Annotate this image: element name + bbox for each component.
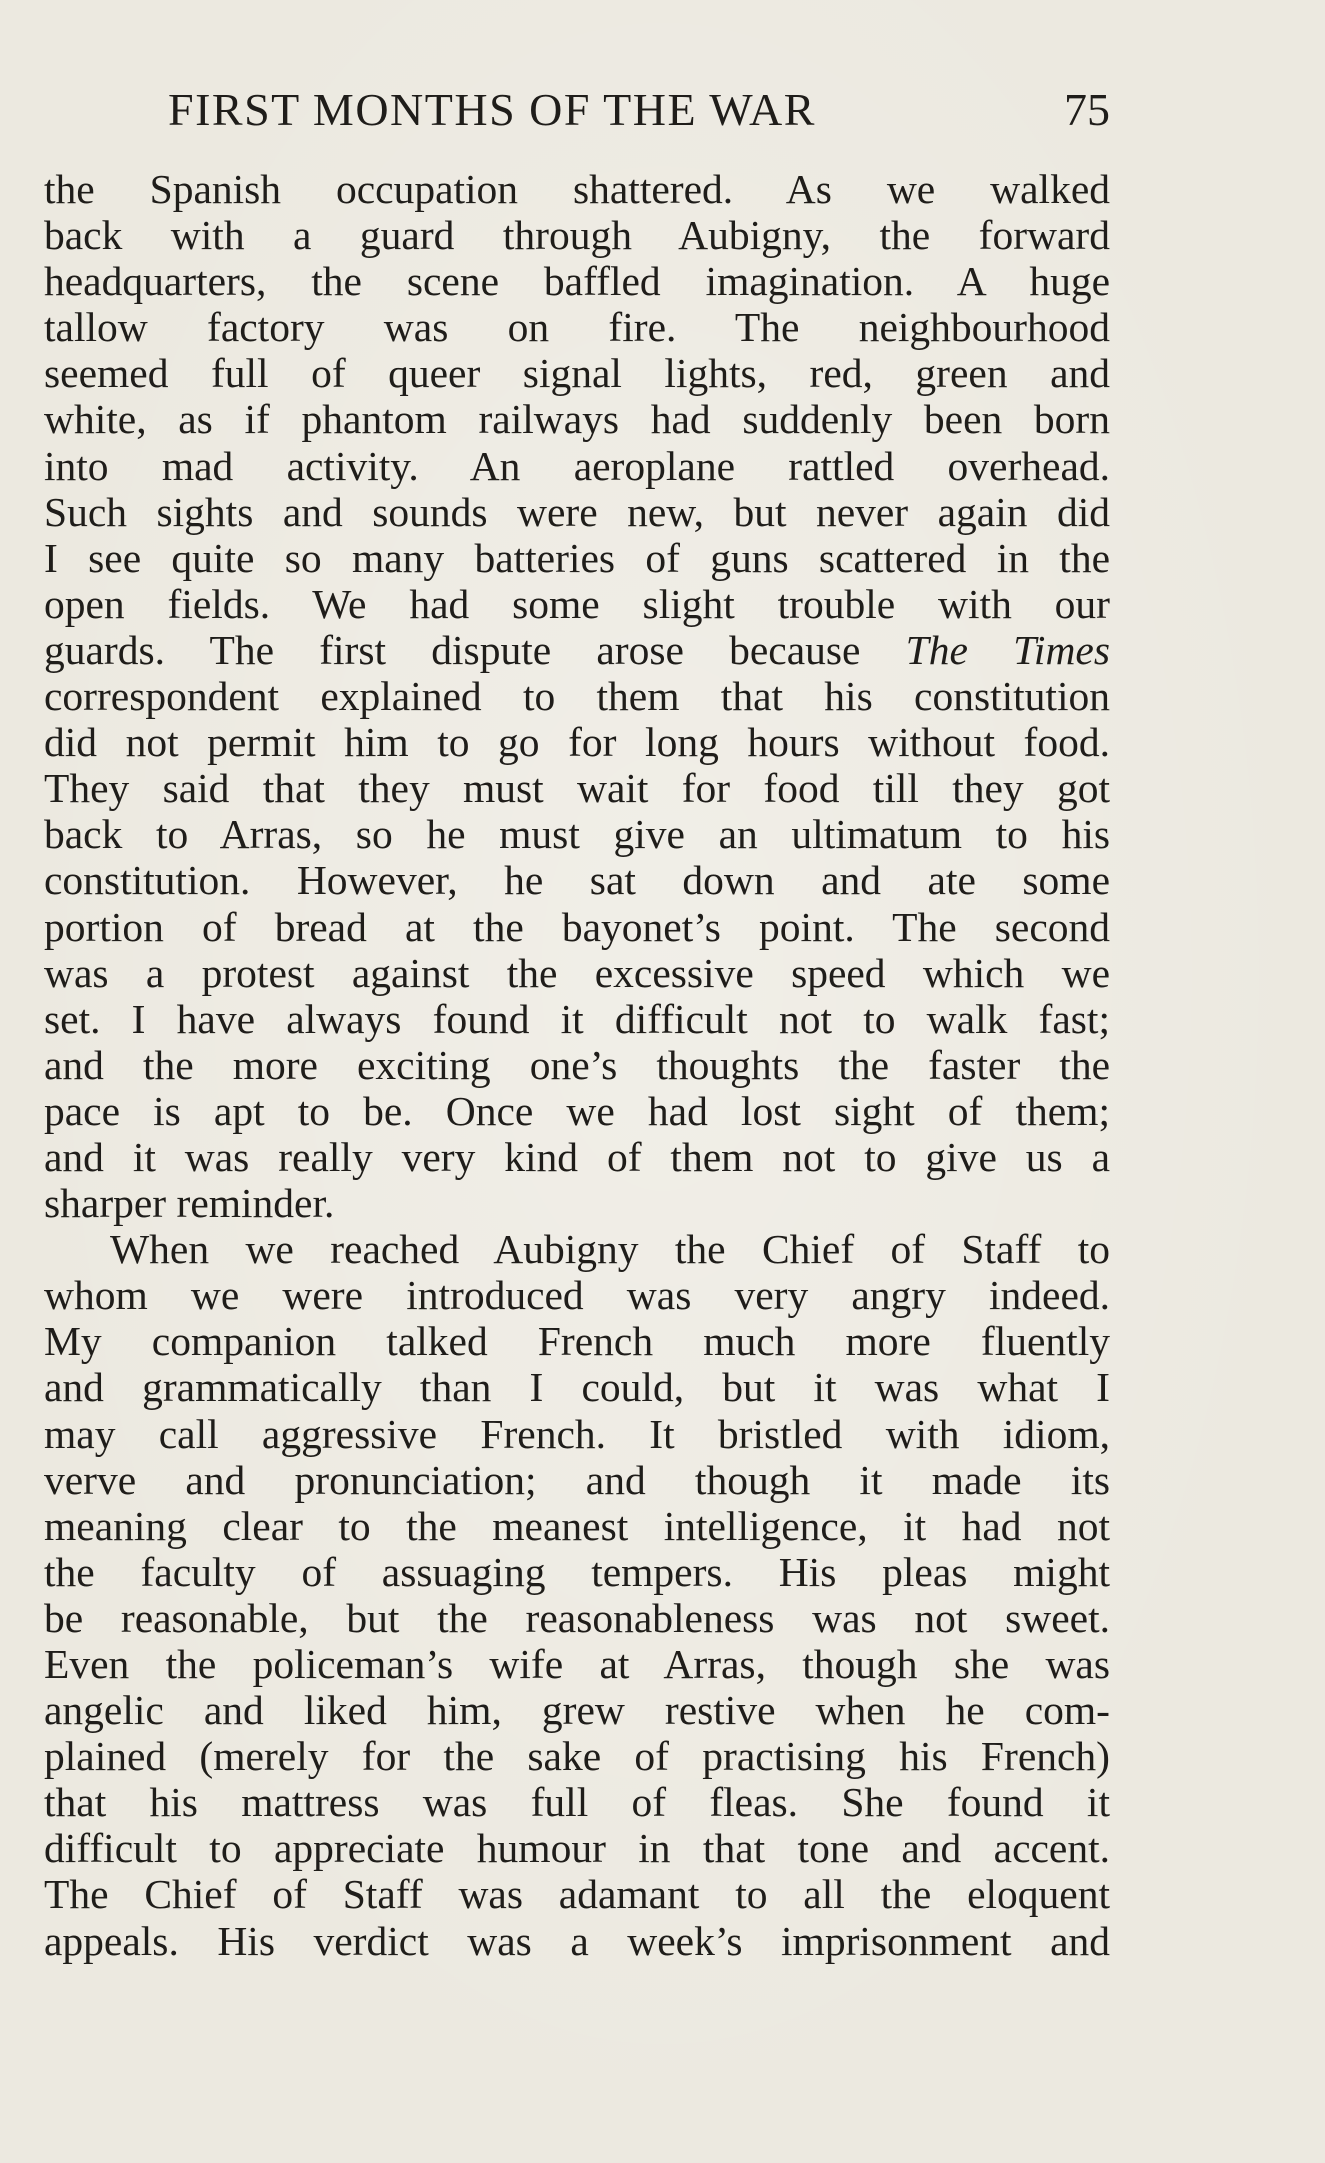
- running-head: [44, 80, 1110, 140]
- text-line: angelic and liked him, grew restive when he com-: [44, 1687, 1110, 1734]
- text-line: They said that they must wait for food till they got: [44, 765, 1110, 812]
- text-line-with-italic: [44, 627, 1110, 673]
- text-line: Such sights and sounds were new, but never again did: [44, 488, 1110, 535]
- text-line: meaning clear to the meanest intelligence, it had not: [44, 1502, 1110, 1549]
- body-text: [44, 166, 1110, 1964]
- text-line: whom we were introduced was very angry indeed.: [44, 1272, 1110, 1319]
- text-line: and grammatically than I could, but it was what I: [44, 1364, 1110, 1411]
- text-line: verve and pronunciation; and though it made its: [44, 1456, 1110, 1503]
- text-line: tallow factory was on fire. The neighbourhood: [44, 304, 1110, 351]
- text-line: seemed full of queer signal lights, red, green and: [44, 350, 1110, 397]
- text-line: The Chief of Staff was adamant to all the eloquent: [44, 1871, 1110, 1918]
- text-line: portion of bread at the bayonet’s point. The second: [44, 903, 1110, 950]
- text-line: constitution. However, he sat down and ate some: [44, 857, 1110, 904]
- text-line: difficult to appreciate humour in that tone and accent.: [44, 1825, 1110, 1872]
- text-line: be reasonable, but the reasonableness was not sweet.: [44, 1594, 1110, 1641]
- text-line: into mad activity. An aeroplane rattled overhead.: [44, 442, 1110, 489]
- running-title: FIRST MONTHS OF THE WAR: [168, 84, 816, 135]
- text-line: pace is apt to be. Once we had lost sight of them;: [44, 1087, 1110, 1134]
- text-line: set. I have always found it difficult not to walk fast;: [44, 995, 1110, 1042]
- page-number: 75: [1064, 84, 1110, 135]
- text-line: did not permit him to go for long hours without food.: [44, 719, 1110, 766]
- text-line: I see quite so many batteries of guns scattered in the: [44, 534, 1110, 581]
- text-line: the faculty of assuaging tempers. His pleas might: [44, 1548, 1110, 1595]
- text-line: headquarters, the scene baffled imagination. A huge: [44, 258, 1110, 305]
- text-line: was a protest against the excessive speed which we: [44, 949, 1110, 996]
- paragraph-last-line: sharper reminder.: [44, 1180, 335, 1227]
- text-line: My companion talked French much more fluently: [44, 1318, 1110, 1365]
- text-segment: guards. The first dispute arose because: [44, 626, 906, 673]
- text-line: back to Arras, so he must give an ultimatum to his: [44, 811, 1110, 858]
- text-line: plained (merely for the sake of practising his French): [44, 1733, 1110, 1780]
- text-line: may call aggressive French. It bristled with idiom,: [44, 1410, 1110, 1457]
- newspaper-title-italic: The Times: [905, 626, 1110, 673]
- text-line: the Spanish occupation shattered. As we walked: [44, 166, 1110, 212]
- text-line: open fields. We had some slight trouble with our: [44, 580, 1110, 627]
- text-line: correspondent explained to them that his constitution: [44, 673, 1110, 720]
- text-line: back with a guard through Aubigny, the forward: [44, 212, 1110, 259]
- text-line: white, as if phantom railways had suddenly been born: [44, 396, 1110, 443]
- text-line: that his mattress was full of fleas. She found it: [44, 1779, 1110, 1826]
- paragraph-first-line: When we reached Aubigny the Chief of Staff to: [110, 1226, 1110, 1273]
- text-line: and it was really very kind of them not to give us a: [44, 1133, 1110, 1180]
- text-line: appeals. His verdict was a week’s imprisonment and: [44, 1917, 1110, 1964]
- text-line: Even the policeman’s wife at Arras, though she was: [44, 1641, 1110, 1687]
- text-line: and the more exciting one’s thoughts the faster the: [44, 1041, 1110, 1088]
